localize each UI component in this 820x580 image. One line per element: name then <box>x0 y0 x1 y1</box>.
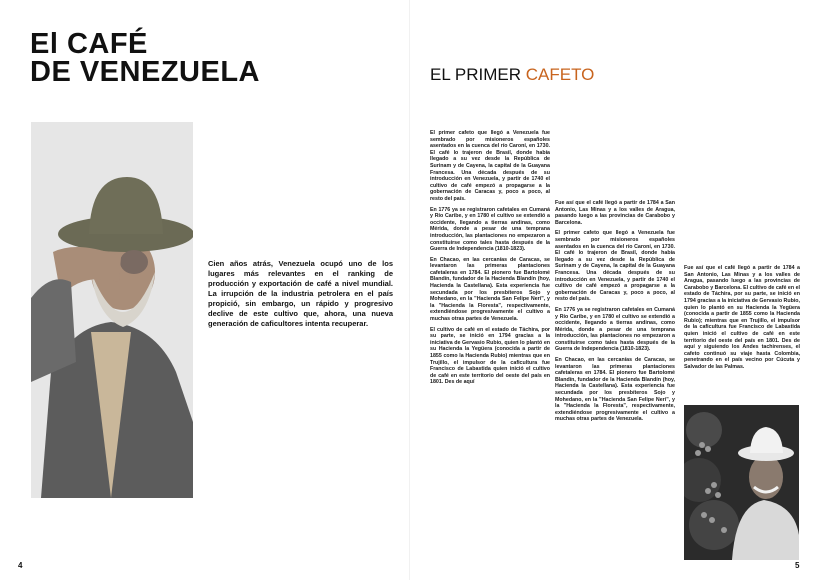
coffee-farmer-photo <box>684 405 799 560</box>
main-title-line-1: El CAFÉ <box>30 28 148 60</box>
coffee-drinker-photo <box>31 122 193 498</box>
main-title <box>30 30 260 86</box>
column-1-paragraph-4: El cultivo de café en el estado de Táchira, por su parte, se inició en 1794 gracias a la iniciativa de Gervasio Rubio, quien lo plantó en su Hacienda la Yegüera (conocida a partir de 1855 como la Hacienda Rubio) mientras que en Trujillo, el impulsor de la caficultura fue Francisco de Labastida quien inició el cultivo de café en este territorio del oeste del país en 1801. Des de aquí <box>430 326 550 386</box>
main-title-line-2: DE VENEZUELA <box>30 56 260 88</box>
column-1-paragraph-1: El primer cafeto que llegó a Venezuela fue sembrado por misioneros españoles asentados en la cuenca del río Caroní, en 1730. El café lo trajeron de Brasil, donde había llegado a su vez desde la República de Surinam y de Cayena, la capital de la Guayana Francesa. Una década después de su introducción en Venezuela, y partir de 1740 el cultivo de café empezó a propagarse a la gobernación de Caracas y, poco a poco, al resto del país. <box>430 130 550 202</box>
section-title-accent: CAFETO <box>525 65 595 84</box>
page-number-left: 4 <box>18 561 23 570</box>
section-title-prefix: EL PRIMER <box>430 65 522 84</box>
column-2-paragraph-2: El primer cafeto que llegó a Venezuela fue sembrado por misioneros españoles asentados en la cuenca del río Caroní, en 1730. El café lo trajeron de Brasil, donde había llegado a su vez desde la República de Surinam y de Cayena, la capital de la Guayana Francesa. Una década después de su introducción en Venezuela, y partir de 1740 el cultivo de café empezó a propagarse a la gobernación de Caracas y, poco a poco, al resto del país. <box>555 230 675 303</box>
column-1-paragraph-3: En Chacao, en las cercanías de Caracas, se levantaron las primeras plantaciones cafetaleras en 1784. El pionero fue Bartolomé Blandín, fundador de la Hacienda Blandín (hoy, Hacienda la Castellana). Esta experiencia fue secundada por los presbíteros Sojo y Mohedano, en la "Hacienda San Felipe Neri", y la "Hacienda la Floresta", respectivamente, extendiéndose progresivamente el cultivo a muchas otras partes de Venezuela. <box>430 256 550 323</box>
column-2-paragraph-1: Fue así que el café llegó a partir de 1784 a San Antonio, Las Minas y a los valles de Aragua, pasando luego a las provincias de Carabobo y Barcelona. <box>555 200 675 226</box>
page-number-right: 5 <box>795 561 800 570</box>
article-column-2 <box>555 200 675 427</box>
column-1-paragraph-2: En 1776 ya se registraron cafetales en Cumaná y Río Caribe, y en 1780 el cultivo se extendió a occidente, llegando a tierras andinas, como Mérida, donde a pesar de una temprana introducción, las plantaciones no empezaron a constituirse como tales hasta después de la Guerra de Independencia (1810-1823). <box>430 206 550 253</box>
column-2-paragraph-3: En 1776 ya se registraron cafetales en Cumaná y Río Caribe, y en 1780 el cultivo se extendió a occidente, llegando a tierras andinas, como Mérida, donde a pesar de una temprana introducción, las plantaciones no empezaron a constituirse como tales hasta después de la Guerra de Independencia (1810-1823). <box>555 306 675 353</box>
section-title <box>430 65 594 85</box>
article-column-3 <box>684 265 800 375</box>
column-3-paragraph-1: Fue así que el café llegó a partir de 1784 a San Antonio, Las Minas y a los valles de Aragua, pasando luego a las provincias de Carabobo y Barcelona. El cultivo de café en el estado de Táchira, por su parte, se inició en 1794 gracias a la iniciativa de Gervasio Rubio, quien lo plantó en su Hacienda la Yegüera (conocida a partir de 1855 como la Hacienda Rubio); mientras que en Trujillo, el impulsor de la caficultura fue Francisco de Labastida quien inició el cultivo de café en este territorio del oeste del país en 1801. Des de aquí y siguiendo los Andes tachirenses, el cafeto continuó su viaje hasta Colombia, penetrando en el país vecino por Cúcuta y Salvador de las Palmas. <box>684 265 800 370</box>
spread-divider <box>409 0 410 580</box>
column-2-paragraph-4: En Chacao, en las cercanías de Caracas, se levantaron las primeras plantaciones cafetaleras en 1784. El pionero fue Bartolomé Blandín, fundador de la Hacienda Blandín (hoy, Hacienda la Castellana). Esta experiencia fue secundada por los presbíteros Sojo y Mohedano, en la "Hacienda San Felipe Neri", y la "Hacienda la Floresta", respectivamente, extendiéndose progresivamente el cultivo a muchas otras partes de Venezuela. <box>555 357 675 423</box>
intro-paragraph: Cien años atrás, Venezuela ocupó uno de los lugares más relevantes en el ranking de producción y exportación de café a nivel mundial. La irrupción de la industria petrolera en el país propició, sin embargo, un rápido y progresivo declive de este cultivo que, ahora, una nueva generación de caficultores intenta recuperar. <box>208 259 393 328</box>
article-column-1 <box>430 130 550 390</box>
